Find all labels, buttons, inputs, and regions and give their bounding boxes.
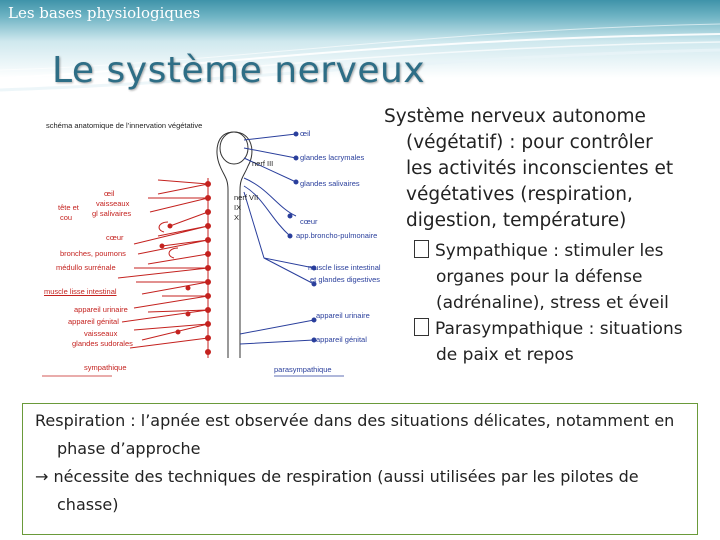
sub-point-parasympathique bbox=[384, 316, 684, 368]
label-right-coeur: cœur bbox=[300, 217, 318, 226]
label-parasympathique: parasympathique bbox=[274, 365, 332, 374]
technique-line: → nécessite des techniques de respiration (aussi utilisées par les pilotes de chasse) bbox=[35, 467, 639, 514]
label-left-appareil-genital: appareil génital bbox=[68, 317, 119, 326]
sympathetic-chain bbox=[118, 178, 211, 358]
square-bullet-icon bbox=[414, 318, 429, 336]
label-left-muscle-lisse: muscle lisse intestinal bbox=[44, 287, 117, 296]
label-right-oeil: œil bbox=[300, 129, 311, 138]
sub-point-text: Sympathique : stimuler les organes pour la défense (adrénaline), stress et éveil bbox=[435, 241, 669, 313]
label-tete-cou-2: cou bbox=[60, 213, 73, 222]
label-nerf-ix: IX bbox=[234, 203, 242, 212]
label-left-appareil-urinaire: appareil urinaire bbox=[74, 305, 128, 314]
label-left-oeil: œil bbox=[104, 189, 115, 198]
label-left-vaisseaux: vaisseaux bbox=[96, 199, 130, 208]
label-right-app-broncho: app.broncho-pulmonaire bbox=[296, 231, 378, 240]
label-left-medullo: médullo surrénale bbox=[56, 263, 116, 272]
label-left-coeur: cœur bbox=[106, 233, 124, 242]
label-left-bronches: bronches, poumons bbox=[60, 249, 126, 258]
label-sympathique: sympathique bbox=[84, 363, 127, 372]
spinal-cord bbox=[217, 132, 252, 358]
slide-title: Le système nerveux bbox=[52, 50, 426, 91]
respiration-note-box bbox=[22, 403, 698, 535]
label-nerf-x: X bbox=[234, 213, 240, 222]
sub-points-list bbox=[384, 238, 684, 368]
sub-point-text: Parasympathique : situations de paix et repos bbox=[435, 319, 683, 365]
label-left-gl-salivaires: gl salivaires bbox=[92, 209, 132, 218]
sub-point-sympathique bbox=[384, 238, 684, 316]
label-tete-cou-1: tête et bbox=[58, 203, 79, 212]
label-right-muscle-lisse: muscle lisse intestinal bbox=[308, 263, 381, 272]
label-nerf-iii: nerf III bbox=[252, 159, 274, 168]
label-right-glandes-lacrymales: glandes lacrymales bbox=[300, 153, 365, 162]
label-nerf-vii: nerf VII bbox=[234, 193, 259, 202]
label-right-glandes-digestives: et glandes digestives bbox=[310, 275, 381, 284]
diagram-caption: schéma anatomique de l’innervation végétative bbox=[46, 121, 203, 130]
main-text-block bbox=[384, 104, 684, 368]
square-bullet-icon bbox=[414, 240, 429, 258]
label-right-glandes-salivaires: glandes salivaires bbox=[300, 179, 360, 188]
main-point: Système nerveux autonome (végétatif) : pour contrôler les activités inconscientes et végétatives (respiration, digestion, température) bbox=[384, 106, 674, 231]
label-right-appareil-urinaire: appareil urinaire bbox=[316, 311, 370, 320]
course-title: Les bases physiologiques bbox=[8, 4, 201, 22]
label-left-vaisseaux-2: vaisseaux bbox=[84, 329, 118, 338]
label-right-appareil-genital: appareil génital bbox=[316, 335, 367, 344]
respiration-line: Respiration : l’apnée est observée dans des situations délicates, notamment en phase d’approche bbox=[35, 411, 675, 458]
nervous-system-diagram bbox=[38, 118, 380, 380]
label-left-glandes-sudorales: glandes sudorales bbox=[72, 339, 133, 348]
